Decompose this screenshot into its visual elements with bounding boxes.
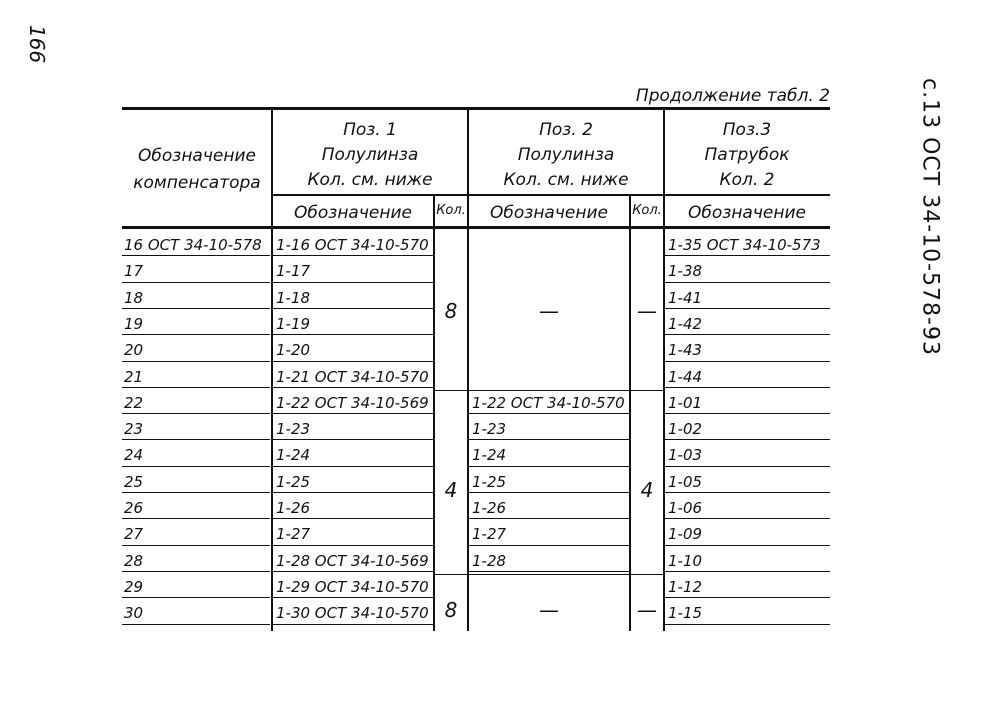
row-underline-pos1 [273, 308, 433, 309]
row-pos2-designation: 1-27 [472, 525, 507, 544]
header-pos1-qty: Кол. см. ниже [307, 170, 433, 190]
row-pos1-designation: 1-21 ОСТ 34-10-570 [276, 367, 429, 386]
header-pos3-name: Патрубок [704, 145, 790, 165]
row-underline-pos1 [273, 439, 433, 440]
row-designation: 29 [124, 577, 144, 596]
header-qty-divider-2 [629, 194, 631, 229]
table-top-rule [122, 107, 830, 110]
header-col0-line1: Обозначение [138, 146, 256, 166]
row-underline-col0 [122, 597, 270, 598]
row-pos2-designation: 1-28 [472, 551, 507, 570]
row-designation: 24 [124, 446, 144, 465]
row-underline-col0 [122, 439, 270, 440]
row-pos2-designation: 1-26 [472, 499, 507, 517]
subheader-pos2-designation: Обозначение [490, 203, 608, 223]
group-separator-2-a [434, 574, 630, 575]
row-pos1-designation: 1-22 ОСТ 34-10-569 [276, 393, 429, 412]
header-qty-divider-1 [433, 194, 435, 229]
header-col0-line2: компенсатора [133, 173, 261, 193]
row-underline-col0 [122, 387, 270, 388]
row-pos2-designation: 1-22 ОСТ 34-10-570 [472, 393, 625, 412]
group3-pos1-qty: 8 [444, 598, 458, 622]
row-underline-col0 [122, 492, 270, 493]
header-pos2-title: Поз. 2 [539, 120, 593, 140]
row-underline-pos2 [469, 466, 629, 467]
row-underline-pos1 [273, 334, 433, 335]
row-underline-pos2 [469, 413, 629, 414]
subheader-pos1-designation: Обозначение [294, 203, 412, 223]
subheader-pos1-qty: Кол. [436, 203, 466, 218]
row-pos3-designation: 1-44 [668, 367, 703, 386]
header-pos1-title: Поз. 1 [343, 120, 397, 140]
row-underline-col0 [122, 413, 270, 414]
row-designation: 17 [124, 262, 144, 281]
row-designation: 28 [124, 551, 144, 570]
header-bottom-rule [122, 226, 830, 229]
row-pos1-designation: 1-30 ОСТ 34-10-570 [276, 604, 429, 623]
group1-pos2-dash: — [539, 299, 559, 323]
row-pos1-designation: 1-19 [276, 314, 311, 333]
row-designation: 27 [124, 525, 144, 544]
body-divider-qty2-left [629, 229, 631, 631]
row-underline-col0 [122, 624, 270, 625]
row-designation: 20 [124, 341, 144, 360]
row-underline-pos3 [665, 466, 830, 467]
row-underline-pos1 [273, 545, 433, 546]
row-pos3-designation: 1-43 [668, 341, 703, 360]
subheader-pos3-designation: Обозначение [688, 203, 806, 223]
row-pos3-designation: 1-15 [668, 604, 703, 623]
row-designation: 19 [124, 314, 144, 333]
row-underline-col0 [122, 466, 270, 467]
group2-pos2-qty: 4 [640, 478, 654, 502]
row-underline-pos2 [469, 518, 629, 519]
row-underline-pos3 [665, 545, 830, 546]
row-underline-pos1 [273, 624, 433, 625]
header-divider-3 [663, 107, 665, 229]
group-separator-2-b [630, 574, 664, 575]
body-divider-qty1-left [433, 229, 435, 631]
row-pos3-designation: 1-42 [668, 314, 703, 333]
row-underline-pos1 [273, 597, 433, 598]
row-pos2-designation: 1-24 [472, 446, 507, 465]
row-designation: 25 [124, 472, 144, 491]
group3-pos2-dash: — [539, 598, 559, 622]
row-underline-pos1 [273, 571, 433, 572]
row-pos1-designation: 1-25 [276, 472, 311, 491]
row-pos2-designation: 1-23 [472, 420, 507, 439]
row-underline-pos3 [665, 597, 830, 598]
group2-pos1-qty: 4 [444, 478, 458, 502]
header-divider-2 [467, 107, 469, 229]
row-underline-pos1 [273, 255, 433, 256]
row-underline-pos3 [665, 571, 830, 572]
row-underline-pos3 [665, 518, 830, 519]
row-underline-pos2 [469, 571, 629, 572]
row-underline-pos2 [469, 439, 629, 440]
header-divider-1 [271, 107, 273, 229]
row-pos3-designation: 1-41 [668, 288, 703, 307]
header-pos2-qty: Кол. см. ниже [503, 170, 629, 190]
row-designation: 18 [124, 288, 144, 307]
row-underline-col0 [122, 282, 270, 283]
row-underline-pos1 [273, 413, 433, 414]
header-pos3-qty: Кол. 2 [719, 170, 775, 190]
row-pos1-designation: 1-17 [276, 262, 311, 281]
row-underline-col0 [122, 334, 270, 335]
header-pos3-title: Поз.3 [722, 120, 772, 140]
row-underline-pos3 [665, 255, 830, 256]
row-underline-pos3 [665, 492, 830, 493]
row-pos3-designation: 1-35 ОСТ 34-10-573 [668, 236, 821, 254]
row-pos2-designation: 1-25 [472, 472, 507, 491]
row-underline-pos2 [469, 492, 629, 493]
row-underline-pos3 [665, 308, 830, 309]
row-designation: 30 [124, 604, 144, 623]
row-underline-pos2 [469, 545, 629, 546]
row-underline-pos1 [273, 492, 433, 493]
row-designation: 16 ОСТ 34-10-578 [124, 236, 262, 254]
row-pos1-designation: 1-20 [276, 341, 311, 360]
row-underline-col0 [122, 545, 270, 546]
header-pos2-name: Полулинза [517, 145, 615, 165]
row-underline-pos1 [273, 466, 433, 467]
page-number: 166 [25, 25, 49, 64]
group3-pos2-qty: — [637, 598, 657, 622]
row-pos3-designation: 1-09 [668, 525, 703, 544]
row-designation: 26 [124, 499, 144, 517]
row-pos1-designation: 1-23 [276, 420, 311, 439]
row-pos1-designation: 1-24 [276, 446, 311, 465]
row-underline-pos3 [665, 387, 830, 388]
row-pos1-designation: 1-29 ОСТ 34-10-570 [276, 577, 429, 596]
header-pos1-name: Полулинза [321, 145, 419, 165]
row-underline-pos1 [273, 282, 433, 283]
row-pos3-designation: 1-06 [668, 499, 703, 517]
row-underline-col0 [122, 571, 270, 572]
row-pos1-designation: 1-28 ОСТ 34-10-569 [276, 551, 429, 570]
row-underline-pos1 [273, 361, 433, 362]
group-separator-1-a [434, 390, 630, 391]
group1-pos1-qty: 8 [444, 299, 458, 323]
row-underline-col0 [122, 518, 270, 519]
row-pos1-designation: 1-26 [276, 499, 311, 517]
row-pos1-designation: 1-16 ОСТ 34-10-570 [276, 236, 429, 254]
row-underline-col0 [122, 361, 270, 362]
row-designation: 23 [124, 420, 144, 439]
group1-pos2-qty: — [637, 299, 657, 323]
row-underline-pos3 [665, 439, 830, 440]
row-underline-col0 [122, 308, 270, 309]
row-designation: 21 [124, 367, 144, 386]
row-pos3-designation: 1-05 [668, 472, 703, 491]
table-caption: Продолжение табл. 2 [635, 86, 830, 106]
row-pos1-designation: 1-18 [276, 288, 311, 307]
row-underline-pos1 [273, 518, 433, 519]
row-designation: 22 [124, 393, 144, 412]
row-pos3-designation: 1-02 [668, 420, 703, 439]
row-underline-pos3 [665, 413, 830, 414]
subheader-pos2-qty: Кол. [632, 203, 662, 218]
row-underline-col0 [122, 255, 270, 256]
row-pos3-designation: 1-12 [668, 577, 703, 596]
header-sub-rule [272, 194, 830, 196]
row-underline-pos3 [665, 624, 830, 625]
row-underline-pos3 [665, 282, 830, 283]
row-pos3-designation: 1-10 [668, 551, 703, 570]
row-pos1-designation: 1-27 [276, 525, 311, 544]
row-pos3-designation: 1-01 [668, 393, 703, 412]
row-pos3-designation: 1-03 [668, 446, 703, 465]
document-code-text: с.13 ОСТ 34-10-578-93 [917, 78, 943, 356]
row-underline-pos3 [665, 361, 830, 362]
row-pos3-designation: 1-38 [668, 262, 703, 281]
group-separator-1-b [630, 390, 664, 391]
row-underline-pos1 [273, 387, 433, 388]
row-underline-pos3 [665, 334, 830, 335]
